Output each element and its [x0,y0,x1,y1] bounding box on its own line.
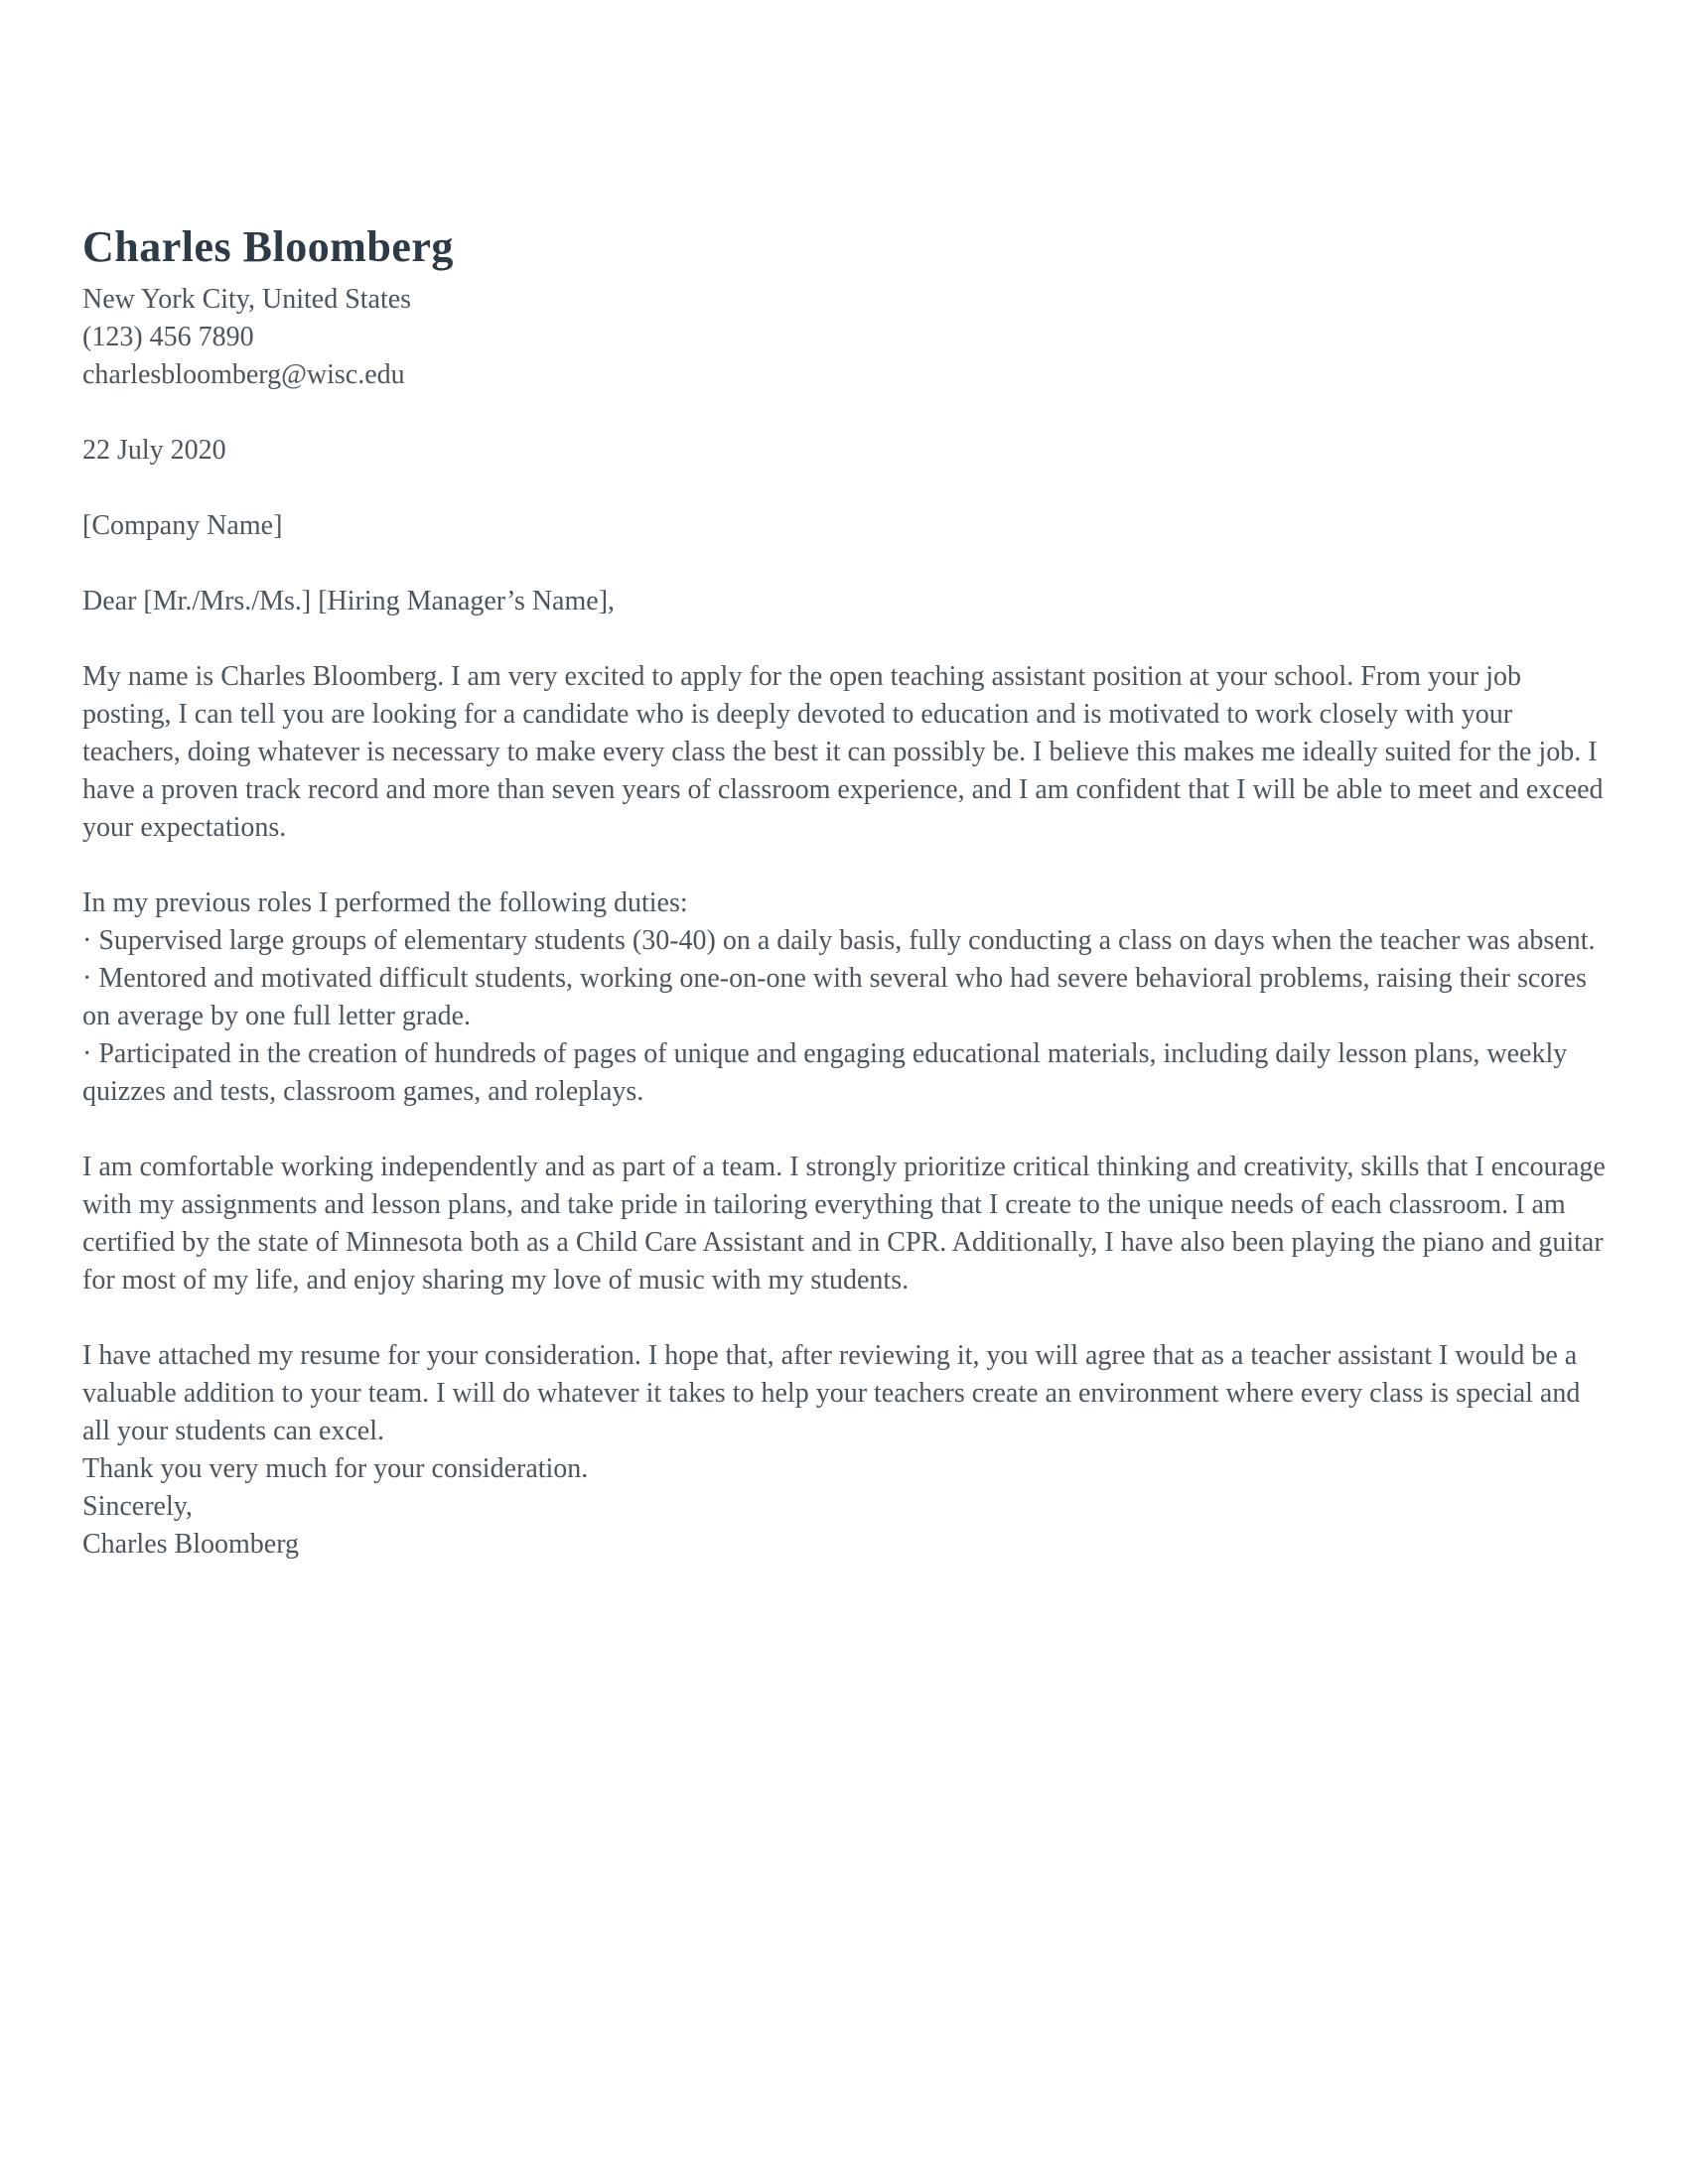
salutation: Dear [Mr./Mrs./Ms.] [Hiring Manager’s Name], [82,585,616,616]
sender-email: charlesbloomberg@wisc.edu [82,358,405,390]
letter-body [82,658,1606,1564]
body-paragraph: I am comfortable working independently and as part of a team. I strongly prioritize critical thinking and creativity, skills that I encourage with my assignments and lesson plans, and take pride in tailoring everything that I create to the unique needs of each classroom. I am certified by the state of Minnesota both as a Child Care Assistant and in CPR. Additionally, I have also been playing the piano and guitar for most of my life, and enjoy sharing my love of music with my students. [82,1151,1606,1296]
body-paragraph: Thank you very much for your consideration. [82,1452,589,1484]
body-paragraph: Charles Bloomberg [82,1528,300,1560]
body-paragraph: Sincerely, [82,1490,193,1522]
body-paragraph: · Participated in the creation of hundreds of pages of unique and engaging educational materials, including daily lesson plans, weekly quizzes and tests, classroom games, and roleplays. [82,1037,1568,1107]
body-paragraph: · Supervised large groups of elementary students (30-40) on a daily basis, fully conducting a class on days when the teacher was absent. [82,924,1596,956]
body-paragraph: My name is Charles Bloomberg. I am very excited to apply for the open teaching assistant position at your school. From your job posting, I can tell you are looking for a candidate who is deeply devoted to education and is motivated to work closely with your teachers, doing whatever is necessary to make every class the best it can possibly be. I believe this makes me ideally suited for the job. I have a proven track record and more than seven years of classroom experience, and I am confident that I will be able to meet and exceed your expectations. [82,660,1604,843]
body-paragraph: I have attached my resume for your consideration. I hope that, after reviewing it, you will agree that as a teacher assistant I would be a valuable addition to your team. I will do whatever it takes to help your teachers create an environment where every class is special and all your students can excel. [82,1339,1581,1446]
letter-content [82,432,1606,1564]
body-block [82,1149,1606,1299]
company-name-placeholder: [Company Name] [82,509,283,541]
contact-info [82,281,1606,394]
body-block [82,885,1606,1111]
letter-date: 22 July 2020 [82,434,226,466]
body-paragraph: · Mentored and motivated difficult students, working one-on-one with several who had severe behavioral problems, raising their scores on average by one full letter grade. [82,962,1587,1031]
sender-name: Charles Bloomberg [82,222,454,271]
sender-phone: (123) 456 7890 [82,321,254,352]
sender-location: New York City, United States [82,283,412,315]
body-block [82,1337,1606,1564]
body-paragraph: In my previous roles I performed the following duties: [82,887,688,918]
body-block [82,658,1606,847]
